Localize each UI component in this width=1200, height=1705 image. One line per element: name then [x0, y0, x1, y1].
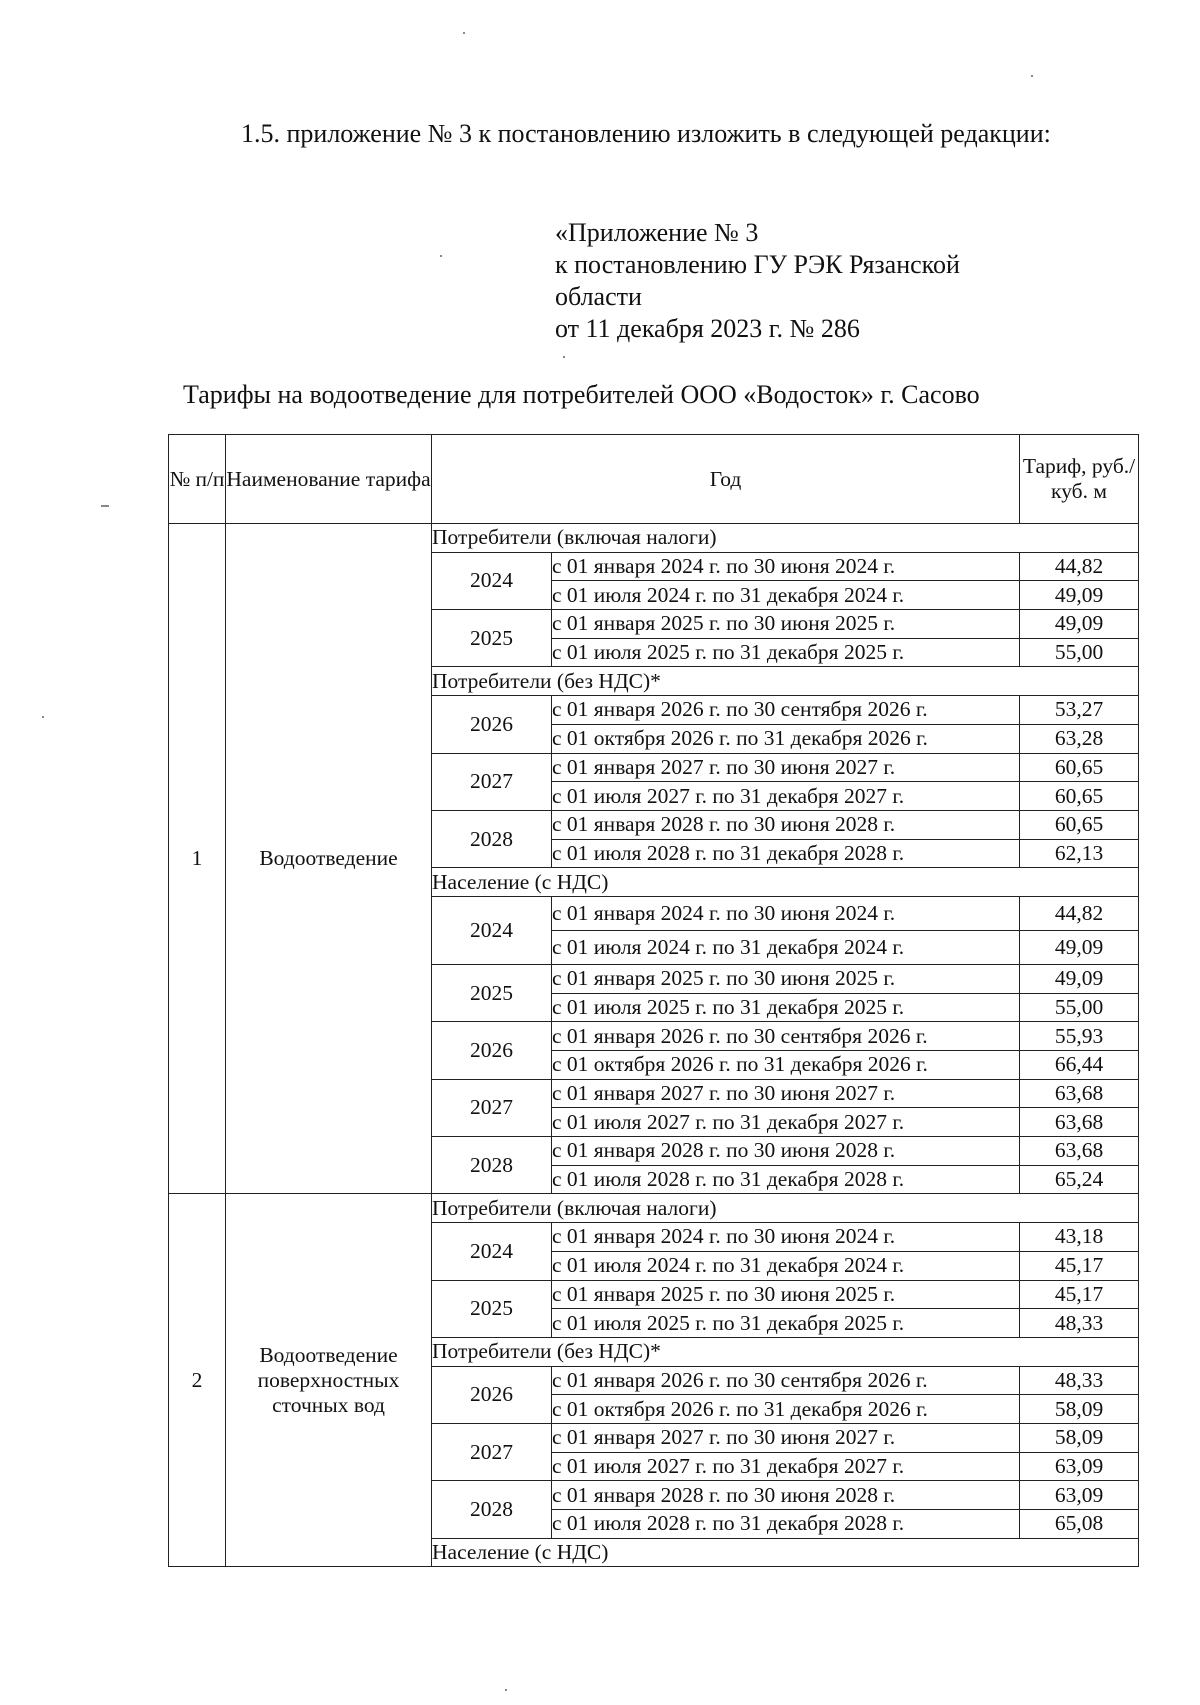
tariff-value: 58,09 — [1020, 1395, 1139, 1424]
tariff-value: 49,09 — [1020, 610, 1139, 639]
appendix-header — [555, 217, 960, 345]
tariff-value: 49,09 — [1020, 930, 1139, 964]
scan-speck — [440, 255, 442, 257]
row-number: 1 — [169, 524, 226, 1194]
category-label: Потребители (без НДС)* — [432, 1337, 1139, 1366]
year-cell: 2027 — [432, 1079, 552, 1136]
table-body — [169, 524, 1139, 1567]
category-label: Потребители (без НДС)* — [432, 667, 1139, 696]
period-cell: с 01 января 2027 г. по 30 июня 2027 г. — [552, 1423, 1020, 1452]
year-cell: 2027 — [432, 753, 552, 810]
tariff-value: 55,00 — [1020, 993, 1139, 1022]
scan-speck — [563, 356, 565, 358]
header-num: № п/п — [169, 435, 226, 524]
tariff-value: 49,09 — [1020, 581, 1139, 610]
period-cell: с 01 июля 2024 г. по 31 декабря 2024 г. — [552, 930, 1020, 964]
tariff-value: 55,93 — [1020, 1022, 1139, 1051]
period-cell: с 01 января 2024 г. по 30 июня 2024 г. — [552, 1223, 1020, 1252]
period-cell: с 01 января 2027 г. по 30 июня 2027 г. — [552, 753, 1020, 782]
period-cell: с 01 января 2027 г. по 30 июня 2027 г. — [552, 1079, 1020, 1108]
period-cell: с 01 июля 2027 г. по 31 декабря 2027 г. — [552, 1108, 1020, 1137]
appendix-line-2: к постановлению ГУ РЭК Рязанской — [555, 250, 960, 279]
category-row — [169, 1194, 1139, 1223]
period-cell: с 01 января 2026 г. по 30 сентября 2026 г. — [552, 1022, 1020, 1051]
tariff-value: 63,09 — [1020, 1481, 1139, 1510]
tariff-value: 53,27 — [1020, 696, 1139, 725]
tariff-value: 43,18 — [1020, 1223, 1139, 1252]
tariff-value: 65,24 — [1020, 1165, 1139, 1194]
tariff-value: 63,68 — [1020, 1079, 1139, 1108]
period-cell: с 01 октября 2026 г. по 31 декабря 2026 г. — [552, 1395, 1020, 1424]
year-cell: 2028 — [432, 810, 552, 867]
intro-paragraph — [168, 117, 1076, 150]
period-cell: с 01 июля 2028 г. по 31 декабря 2028 г. — [552, 839, 1020, 868]
tariff-value: 65,08 — [1020, 1510, 1139, 1539]
period-cell: с 01 июля 2025 г. по 31 декабря 2025 г. — [552, 1309, 1020, 1338]
tariff-name: Водоотведение — [226, 524, 432, 1194]
category-label: Потребители (включая налоги) — [432, 1194, 1139, 1223]
scan-speck — [101, 505, 109, 507]
period-cell: с 01 января 2028 г. по 30 июня 2028 г. — [552, 810, 1020, 839]
tariff-value: 44,82 — [1020, 552, 1139, 581]
period-cell: с 01 июля 2027 г. по 31 декабря 2027 г. — [552, 1452, 1020, 1481]
period-cell: с 01 июля 2025 г. по 31 декабря 2025 г. — [552, 638, 1020, 667]
period-cell: с 01 января 2025 г. по 30 июня 2025 г. — [552, 1280, 1020, 1309]
appendix-line-4: от 11 декабря 2023 г. № 286 — [555, 314, 860, 343]
scan-speck — [42, 716, 44, 718]
year-cell: 2025 — [432, 964, 552, 1021]
period-cell: с 01 июля 2024 г. по 31 декабря 2024 г. — [552, 581, 1020, 610]
year-cell: 2025 — [432, 610, 552, 667]
tariff-value: 63,09 — [1020, 1452, 1139, 1481]
tariff-table — [168, 434, 1139, 1567]
category-label: Потребители (включая налоги) — [432, 524, 1139, 553]
tariff-value: 60,65 — [1020, 782, 1139, 811]
header-tariff: Тариф, руб./куб. м — [1020, 435, 1139, 524]
appendix-line-3: области — [555, 282, 642, 311]
row-number: 2 — [169, 1194, 226, 1567]
tariff-value: 44,82 — [1020, 896, 1139, 930]
tariff-value: 63,68 — [1020, 1108, 1139, 1137]
year-cell: 2027 — [432, 1423, 552, 1480]
tariff-value: 63,68 — [1020, 1137, 1139, 1166]
period-cell: с 01 октября 2026 г. по 31 декабря 2026 г. — [552, 1051, 1020, 1080]
appendix-line-1: «Приложение № 3 — [555, 218, 759, 247]
period-cell: с 01 января 2024 г. по 30 июня 2024 г. — [552, 552, 1020, 581]
header-year: Год — [432, 435, 1020, 524]
period-cell: с 01 января 2025 г. по 30 июня 2025 г. — [552, 964, 1020, 993]
tariff-value: 49,09 — [1020, 964, 1139, 993]
tariff-name: Водоотведение поверхностных сточных вод — [226, 1194, 432, 1567]
scan-speck — [1031, 75, 1033, 77]
period-cell: с 01 января 2025 г. по 30 июня 2025 г. — [552, 610, 1020, 639]
header-name: Наименование тарифа — [226, 435, 432, 524]
tariff-value: 58,09 — [1020, 1423, 1139, 1452]
period-cell: с 01 января 2028 г. по 30 июня 2028 г. — [552, 1137, 1020, 1166]
tariff-value: 48,33 — [1020, 1309, 1139, 1338]
year-cell: 2026 — [432, 696, 552, 753]
period-cell: с 01 июля 2025 г. по 31 декабря 2025 г. — [552, 993, 1020, 1022]
category-row — [169, 524, 1139, 553]
period-cell: с 01 января 2024 г. по 30 июня 2024 г. — [552, 896, 1020, 930]
tariff-value: 63,28 — [1020, 724, 1139, 753]
year-cell: 2026 — [432, 1366, 552, 1423]
year-cell: 2028 — [432, 1137, 552, 1194]
scan-speck — [505, 1689, 507, 1691]
year-cell: 2025 — [432, 1280, 552, 1337]
year-cell: 2024 — [432, 552, 552, 609]
period-cell: с 01 января 2026 г. по 30 сентября 2026 г. — [552, 696, 1020, 725]
category-label: Население (с НДС) — [432, 1538, 1139, 1567]
year-cell: 2024 — [432, 896, 552, 964]
period-cell: с 01 января 2026 г. по 30 сентября 2026 г. — [552, 1366, 1020, 1395]
tariff-value: 60,65 — [1020, 810, 1139, 839]
scan-speck — [463, 32, 465, 34]
period-cell: с 01 июля 2028 г. по 31 декабря 2028 г. — [552, 1165, 1020, 1194]
tariff-value: 66,44 — [1020, 1051, 1139, 1080]
tariff-value: 45,17 — [1020, 1251, 1139, 1280]
period-cell: с 01 июля 2027 г. по 31 декабря 2027 г. — [552, 782, 1020, 811]
year-cell: 2024 — [432, 1223, 552, 1280]
tariff-value: 60,65 — [1020, 753, 1139, 782]
period-cell: с 01 октября 2026 г. по 31 декабря 2026 г. — [552, 724, 1020, 753]
tariff-value: 45,17 — [1020, 1280, 1139, 1309]
period-cell: с 01 июля 2024 г. по 31 декабря 2024 г. — [552, 1251, 1020, 1280]
year-cell: 2028 — [432, 1481, 552, 1538]
year-cell: 2026 — [432, 1022, 552, 1079]
table-title: Тарифы на водоотведение для потребителей ООО «Водосток» г. Сасово — [183, 380, 980, 409]
period-cell: с 01 июля 2028 г. по 31 декабря 2028 г. — [552, 1510, 1020, 1539]
tariff-value: 62,13 — [1020, 839, 1139, 868]
category-label: Население (с НДС) — [432, 868, 1139, 897]
tariff-value: 48,33 — [1020, 1366, 1139, 1395]
table-header-row — [169, 435, 1139, 524]
period-cell: с 01 января 2028 г. по 30 июня 2028 г. — [552, 1481, 1020, 1510]
tariff-value: 55,00 — [1020, 638, 1139, 667]
intro-text: 1.5. приложение № 3 к постановлению изложить в следующей редакции: — [241, 119, 1051, 148]
